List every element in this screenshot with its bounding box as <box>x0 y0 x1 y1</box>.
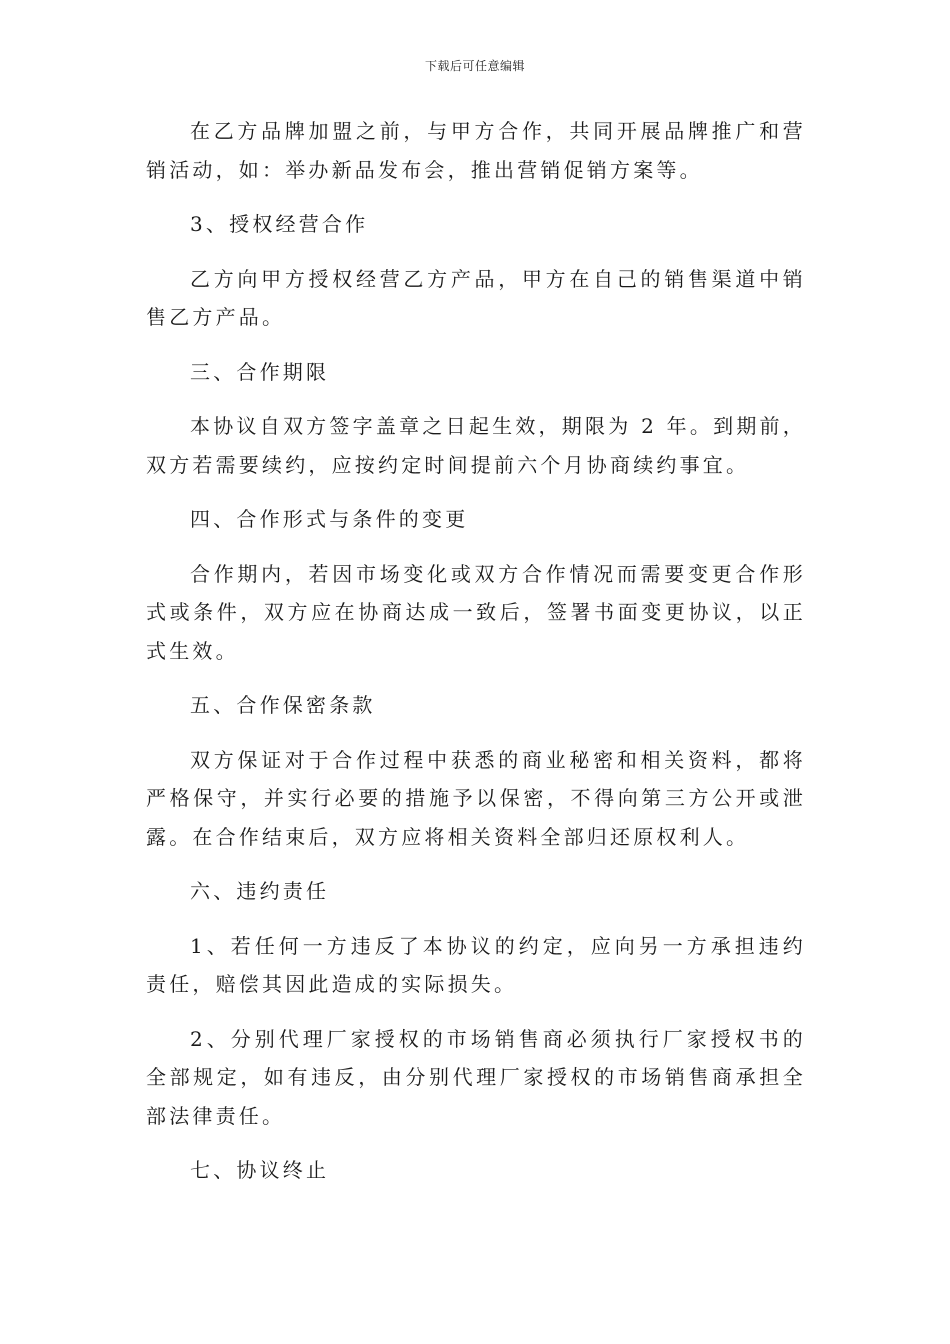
paragraph-brand-promotion: 在乙方品牌加盟之前，与甲方合作，共同开展品牌推广和营销活动，如：举办新品发布会，推出营销促销方案等。 <box>146 119 806 182</box>
paragraph-changes: 合作期内，若因市场变化或双方合作情况而需要变更合作形式或条件，双方应在协商达成一致后，签署书面变更协议，以正式生效。 <box>146 561 806 663</box>
section-heading-breach: 六、违约责任 <box>190 879 330 903</box>
section-heading-term: 三、合作期限 <box>190 359 330 384</box>
document-body <box>146 112 806 1206</box>
paragraph-breach-1: 1、若任何一方违反了本协议的约定，应向另一方承担违约责任，赔偿其因此造成的实际损失。 <box>146 933 806 996</box>
section-heading-changes: 四、合作形式与条件的变更 <box>190 507 469 531</box>
page-header: 下载后可任意编辑 <box>424 59 525 73</box>
paragraph-breach-2: 2、分别代理厂家授权的市场销售商必须执行厂家授权书的全部规定，如有违反，由分别代理厂家授权的市场销售商承担全部法律责任。 <box>146 1026 806 1128</box>
section-heading-confidentiality: 五、合作保密条款 <box>190 693 376 717</box>
section-heading-authorization: 3、授权经营合作 <box>190 212 369 236</box>
paragraph-authorization: 乙方向甲方授权经营乙方产品，甲方在自己的销售渠道中销售乙方产品。 <box>146 266 806 329</box>
section-heading-termination: 七、协议终止 <box>190 1158 330 1182</box>
paragraph-confidentiality: 双方保证对于合作过程中获悉的商业秘密和相关资料，都将严格保守，并实行必要的措施予以保密，不得向第三方公开或泄露。在合作结束后，双方应将相关资料全部归还原权利人。 <box>146 747 806 849</box>
paragraph-term: 本协议自双方签字盖章之日起生效，期限为 2 年。到期前，双方若需要续约，应按约定时间提前六个月协商续约事宜。 <box>146 414 806 477</box>
